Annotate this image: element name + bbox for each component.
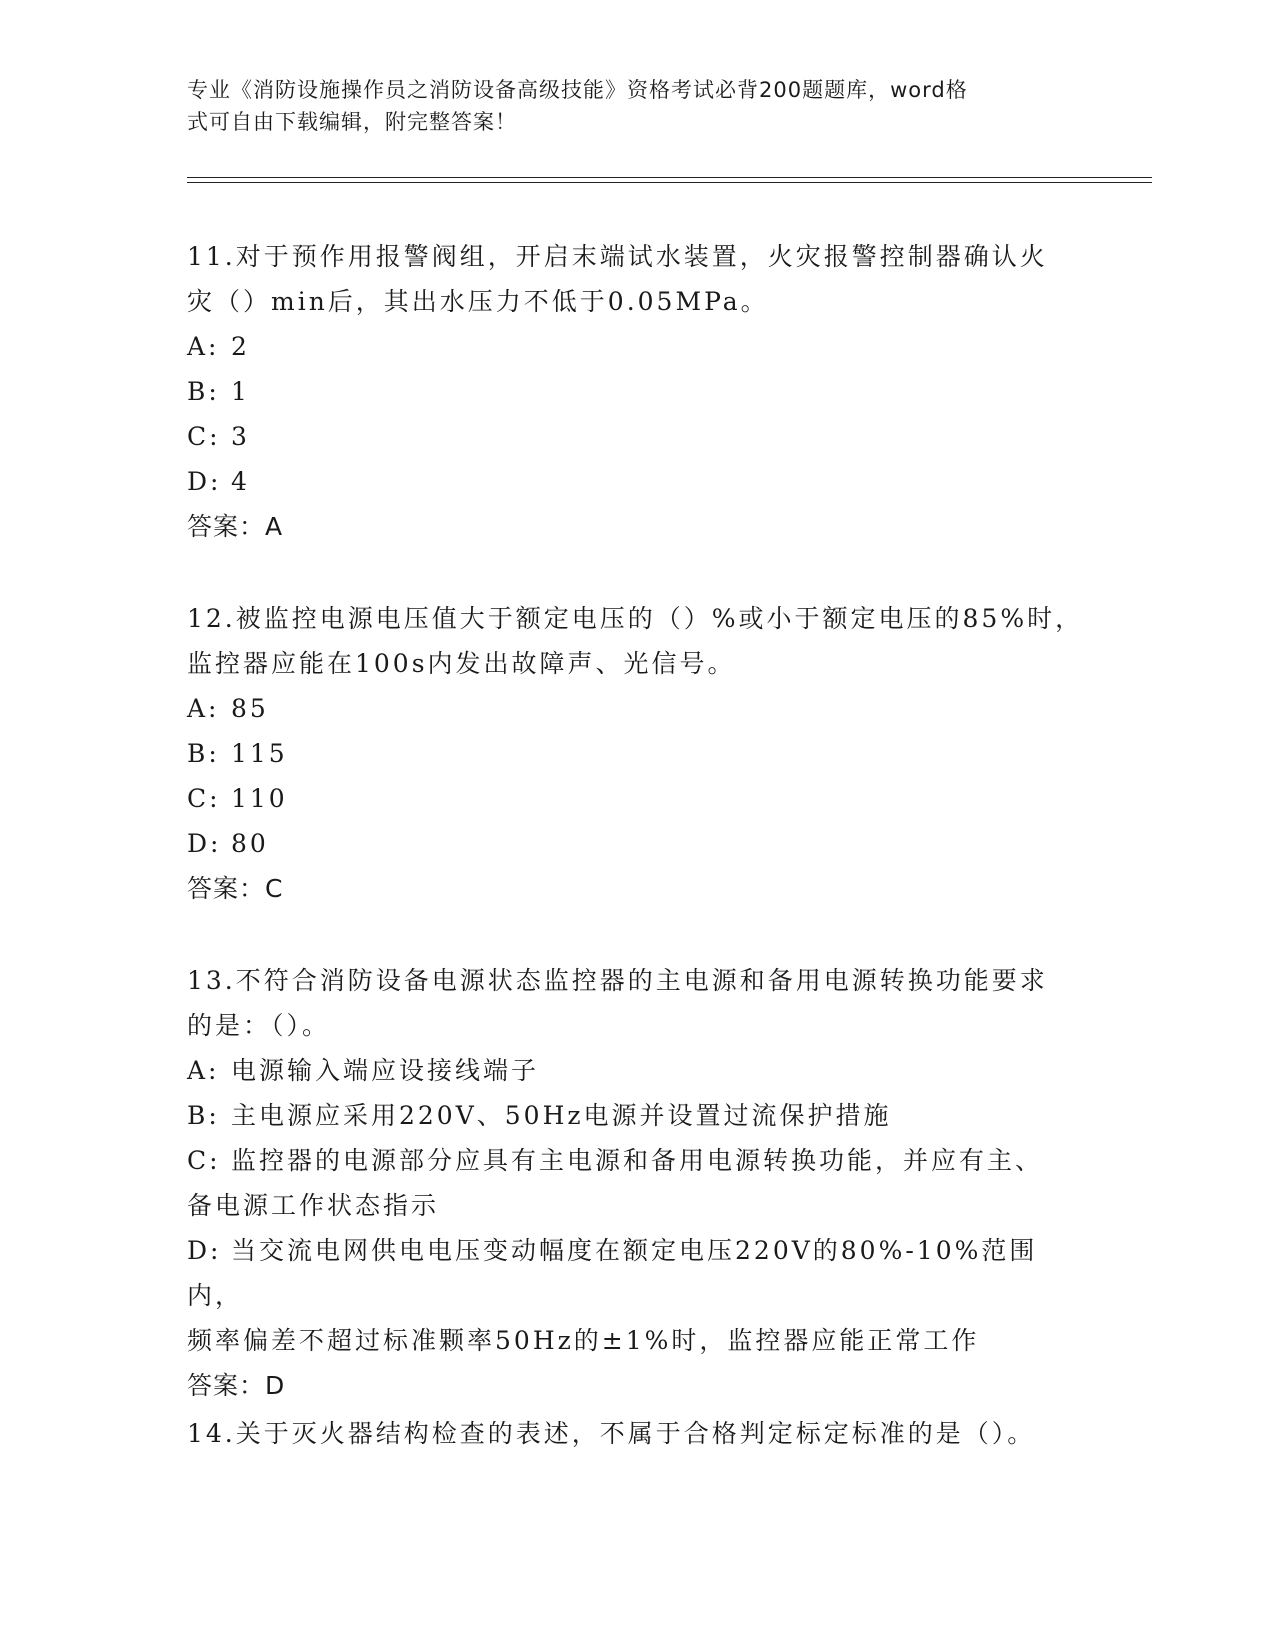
option-letter: D:: [187, 467, 222, 496]
option-letter: C:: [187, 784, 221, 813]
answer-line: 答案：A: [187, 512, 284, 541]
option-text: 2: [231, 332, 250, 361]
question-14: [187, 1411, 1087, 1456]
option-a: [187, 324, 1087, 369]
option-text: 监控器的电源部分应具有主电源和备用电源转换功能，并应有主、: [231, 1146, 1044, 1175]
option-b: [187, 369, 1087, 414]
option-letter: D:: [187, 829, 222, 858]
question-13: [187, 958, 1087, 1408]
option-c-continued: 备电源工作状态指示: [187, 1191, 440, 1220]
question-stem-line: 监控器应能在100s内发出故障声、光信号。: [187, 649, 736, 678]
option-text: 3: [231, 422, 250, 451]
option-d-continued: 频率偏差不超过标准颗率50Hz的±1%时，监控器应能正常工作: [187, 1326, 980, 1355]
option-text: 85: [231, 694, 269, 723]
option-d: [187, 459, 1087, 504]
document-header: [187, 74, 1067, 138]
option-b: [187, 731, 1087, 776]
question-stem-line: 11.对于预作用报警阀组，开启末端试水装置，火灾报警控制器确认火: [187, 242, 1048, 271]
question-stem-line: 12.被监控电源电压值大于额定电压的（）%或小于额定电压的85%时，: [187, 604, 1084, 633]
option-c: [187, 1138, 1087, 1183]
option-letter: C:: [187, 422, 221, 451]
option-text: 1: [231, 377, 250, 406]
header-rule-bottom: [187, 182, 1152, 183]
option-b: [187, 1093, 1087, 1138]
option-a: [187, 1048, 1087, 1093]
header-line-2: 式可自由下载编辑，附完整答案！: [187, 110, 517, 134]
answer-line: 答案：D: [187, 1371, 286, 1400]
header-rule-top: [187, 177, 1152, 178]
option-letter: A:: [187, 1056, 220, 1085]
option-text: 主电源应采用220V、50Hz电源并设置过流保护措施: [231, 1101, 892, 1130]
header-line-1: 专业《消防设施操作员之消防设备高级技能》资格考试必背200题题库，word格: [187, 78, 968, 102]
question-stem-line: 13.不符合消防设备电源状态监控器的主电源和备用电源转换功能要求: [187, 966, 1048, 995]
question-12: [187, 596, 1087, 911]
option-a: [187, 686, 1087, 731]
option-d: [187, 1228, 1087, 1318]
option-letter: B:: [187, 1101, 220, 1130]
question-stem-line: 的是：（）。: [187, 1011, 331, 1040]
option-letter: B:: [187, 739, 220, 768]
option-text: 电源输入端应设接线端子: [231, 1056, 540, 1085]
option-d: [187, 821, 1087, 866]
option-c: [187, 776, 1087, 821]
option-text: 4: [231, 467, 250, 496]
option-text: 110: [231, 784, 288, 813]
option-text: 当交流电网供电电压变动幅度在额定电压220V的80%-10%范围内，: [187, 1236, 1038, 1310]
question-11: [187, 234, 1087, 549]
answer-line: 答案：C: [187, 874, 284, 903]
option-letter: D:: [187, 1236, 222, 1265]
question-stem-line: 灾（）min后，其出水压力不低于0.05MPa。: [187, 287, 769, 316]
option-text: 115: [231, 739, 288, 768]
option-letter: C:: [187, 1146, 221, 1175]
question-stem-line: 14.关于灭火器结构检查的表述，不属于合格判定标定标准的是（）。: [187, 1419, 1036, 1448]
option-letter: A:: [187, 332, 220, 361]
option-text: 80: [231, 829, 269, 858]
option-c: [187, 414, 1087, 459]
option-letter: B:: [187, 377, 220, 406]
option-letter: A:: [187, 694, 220, 723]
